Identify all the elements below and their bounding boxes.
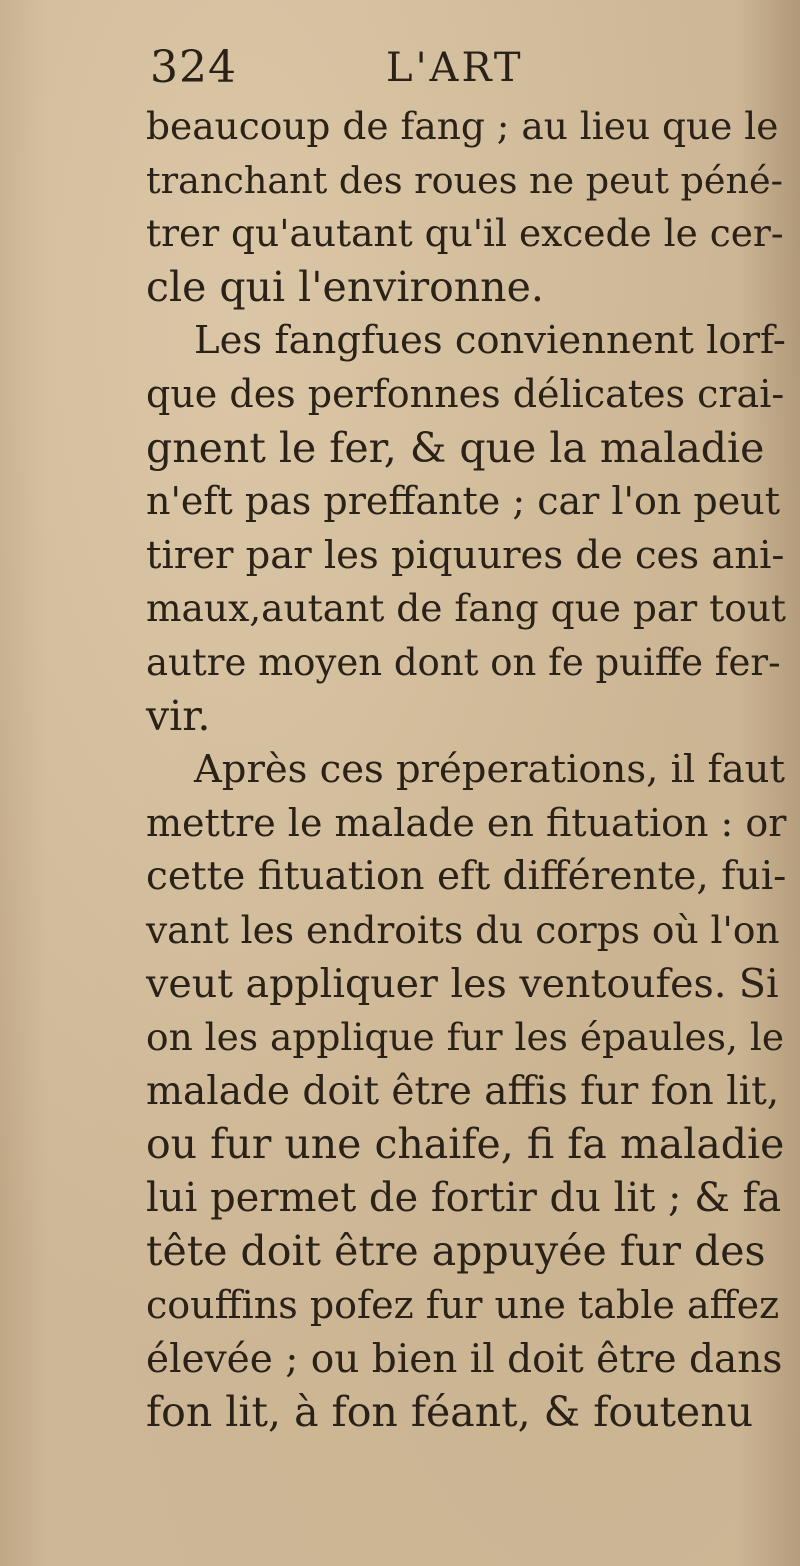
text-line: vir. (146, 691, 211, 740)
text-line: beaucoup de fang ; au lieu que le (146, 104, 779, 148)
text-line: tranchant des roues ne peut péné- (146, 158, 783, 202)
text-line: lui permet de fortir du lit ; & fa (146, 1174, 782, 1221)
text-line: malade doit être affis fur fon lit, (146, 1068, 780, 1114)
text-line: trer qu'autant qu'il excede le cer- (146, 211, 784, 256)
running-title: L'ART (386, 45, 524, 91)
text-line: fon lit, à fon féant, & foutenu (146, 1388, 754, 1437)
page-header (150, 40, 670, 96)
page-number: 324 (150, 42, 237, 93)
text-line: gnent le fer, & que la maladie (146, 423, 765, 472)
text-line: couffins pofez fur une table affez (146, 1283, 780, 1328)
text-line: Après ces préperations, il faut (194, 747, 785, 793)
text-line: autre moyen dont on fe puiffe fer- (146, 640, 781, 684)
text-line: on les applique fur les épaules, le (146, 1015, 785, 1060)
text-line: mettre le malade en fituation : or (146, 800, 787, 845)
text-line: n'eft pas preffante ; car l'on peut (146, 479, 780, 524)
text-line: maux,autant de fang que par tout (146, 586, 786, 631)
text-line: vant les endroits du corps où l'on (146, 907, 780, 952)
text-line: cle qui l'environne. (146, 262, 544, 311)
text-line: veut appliquer les ventoufes. Si (146, 960, 779, 1007)
text-line: tête doit être appuyée fur des (146, 1227, 766, 1276)
text-line: ou fur une chaife, fi fa maladie (146, 1120, 785, 1169)
text-line: tirer par les piquures de ces ani- (146, 532, 785, 578)
text-line: que des perfonnes délicates crai- (146, 371, 785, 416)
text-line: Les fangfues conviennent lorf- (194, 318, 786, 364)
text-line: élevée ; ou bien il doit être dans (146, 1336, 783, 1382)
body-text (146, 100, 786, 1440)
text-line: cette fituation eft différente, fui- (146, 854, 787, 900)
